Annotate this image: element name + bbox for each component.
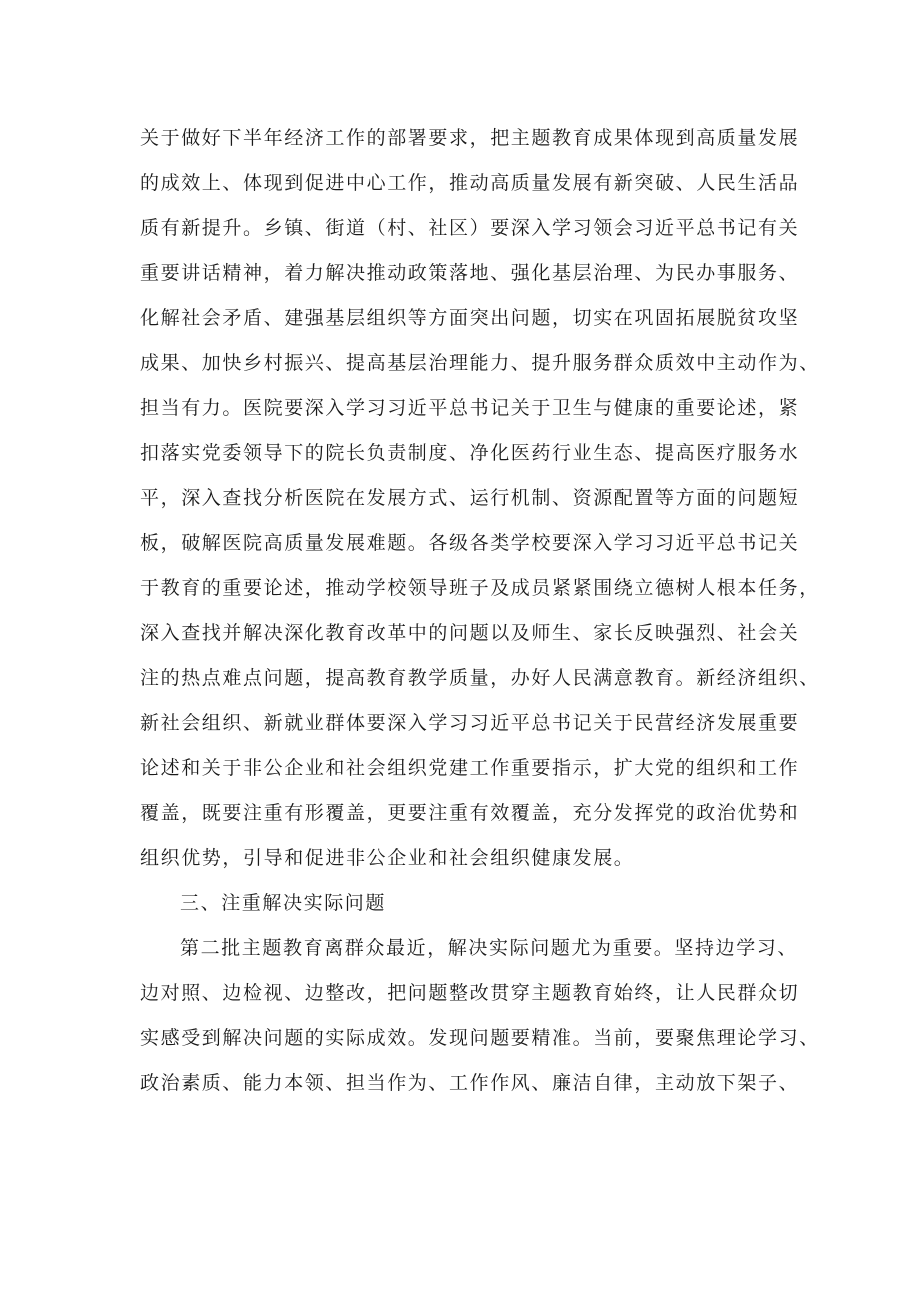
text-line: 关于做好下半年经济工作的部署要求，把主题教育成果体现到高质量发展: [140, 127, 800, 149]
text-line: 新社会组织、新就业群体要深入学习习近平总书记关于民营经济发展重要: [140, 712, 800, 734]
section-heading: 三、注重解决实际问题: [180, 892, 387, 914]
text-line: 重要讲话精神，着力解决推动政策落地、强化基层治理、为民办事服务、: [140, 262, 800, 284]
text-line: 边对照、边检视、边整改，把问题整改贯穿主题教育始终，让人民群众切: [140, 982, 800, 1004]
text-line: 平，深入查找分析医院在发展方式、运行机制、资源配置等方面的问题短: [140, 487, 800, 509]
text-line: 实感受到解决问题的实际成效。发现问题要精准。当前，要聚焦理论学习、: [140, 1027, 820, 1049]
text-line: 深入查找并解决深化教育改革中的问题以及师生、家长反映强烈、社会关: [140, 622, 800, 644]
text-line: 扣落实党委领导下的院长负责制度、净化医药行业生态、提高医疗服务水: [140, 442, 800, 464]
text-line: 政治素质、能力本领、担当作为、工作作风、廉洁自律，主动放下架子、: [140, 1072, 800, 1094]
text-line: 论述和关于非公企业和社会组织党建工作重要指示，扩大党的组织和工作: [140, 757, 800, 779]
text-line: 板，破解医院高质量发展难题。各级各类学校要深入学习习近平总书记关: [140, 532, 800, 554]
text-line: 覆盖，既要注重有形覆盖，更要注重有效覆盖，充分发挥党的政治优势和: [140, 802, 800, 824]
text-line: 成果、加快乡村振兴、提高基层治理能力、提升服务群众质效中主动作为、: [140, 352, 820, 374]
text-line: 的成效上、体现到促进中心工作，推动高质量发展有新突破、人民生活品: [140, 172, 800, 194]
text-line: 注的热点难点问题，提高教育教学质量，办好人民满意教育。新经济组织、: [140, 667, 820, 689]
text-line: 第二批主题教育离群众最近，解决实际问题尤为重要。坚持边学习、: [180, 937, 799, 959]
text-line: 担当有力。医院要深入学习习近平总书记关于卫生与健康的重要论述，紧: [140, 397, 800, 419]
text-line: 化解社会矛盾、建强基层组织等方面突出问题，切实在巩固拓展脱贫攻坚: [140, 307, 800, 329]
text-line: 于教育的重要论述，推动学校领导班子及成员紧紧围绕立德树人根本任务，: [140, 577, 820, 599]
text-line: 质有新提升。乡镇、街道（村、社区）要深入学习领会习近平总书记有关: [140, 217, 800, 239]
text-line: 组织优势，引导和促进非公企业和社会组织健康发展。: [140, 847, 635, 869]
